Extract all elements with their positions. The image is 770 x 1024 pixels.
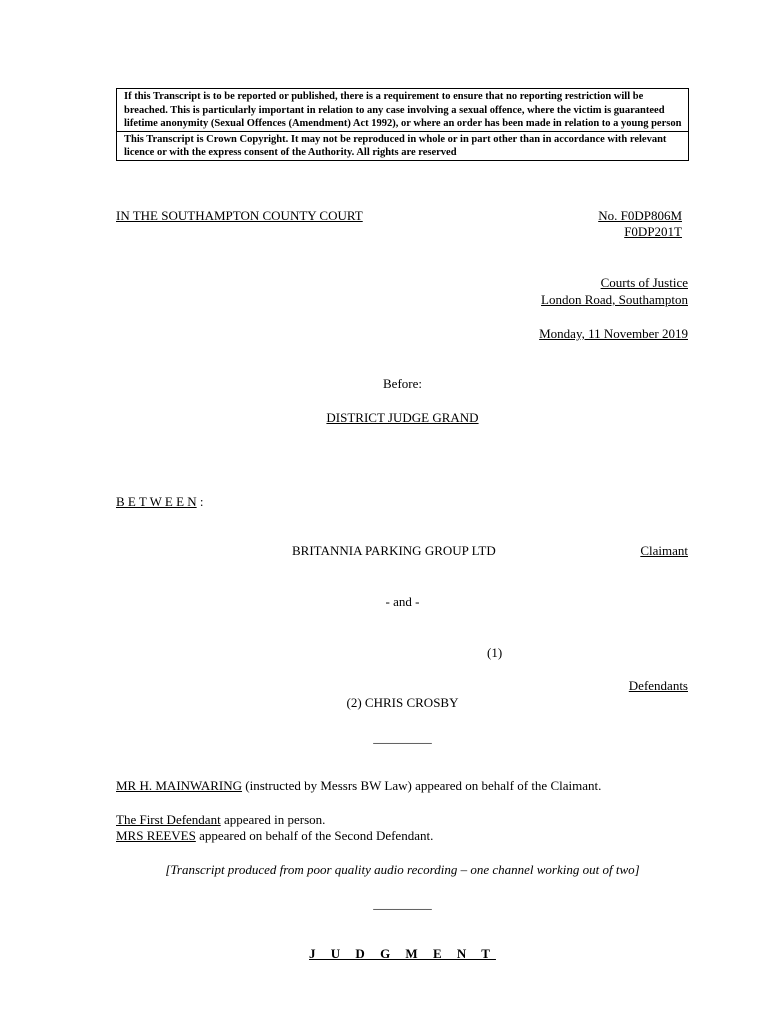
court-name: IN THE SOUTHAMPTON COUNTY COURT	[116, 208, 363, 223]
reporting-restriction-notice: If this Transcript is to be reported or published, there is a requirement to ensure that no reporting restriction will be breached. This is particularly important in relation to any case involving a sexual offence, where the victim is guaranteed lifetime anonymity (Sexual Offences (Amendment) Act 1992), or where an order has been made in relation to a young person	[124, 91, 682, 129]
case-number-1: No. F0DP806M	[598, 208, 682, 223]
second-defendant-rep-name: MRS REEVES	[116, 828, 196, 843]
case-number-2: F0DP201T	[624, 224, 682, 239]
divider-line-1: _________	[373, 730, 432, 745]
first-defendant-label: The First Defendant	[116, 812, 221, 827]
and-separator: - and -	[385, 594, 420, 609]
reporting-notice-box	[116, 88, 689, 161]
first-defendant-number: (1)	[487, 645, 503, 660]
before-label: Before:	[383, 376, 422, 391]
between-colon: :	[196, 494, 204, 509]
claimant-counsel-name: MR H. MAINWARING	[116, 778, 243, 793]
claimant-role: Claimant	[640, 543, 688, 558]
second-defendant-rep-detail: appeared on behalf of the Second Defendant.	[195, 828, 434, 843]
claimant-counsel-appearance	[116, 778, 601, 794]
transcript-note: [Transcript produced from poor quality audio recording – one channel working out of two]	[165, 862, 640, 877]
second-defendant-appearance	[116, 828, 433, 844]
judge-name: DISTRICT JUDGE GRAND	[326, 410, 479, 425]
crown-copyright-notice: This Transcript is Crown Copyright. It may not be reproduced in whole or in part other than in accordance with relevant licence or with the express consent of the Authority. All rights are reserved	[117, 131, 688, 160]
claimant-name: BRITANNIA PARKING GROUP LTD	[292, 543, 496, 558]
defendants-role: Defendants	[628, 678, 688, 693]
case-numbers	[598, 208, 682, 240]
divider-line-2: _________	[373, 896, 432, 911]
between-label: B E T W E E N	[116, 494, 197, 509]
first-defendant-appearance	[116, 812, 325, 828]
second-defendant-name: (2) CHRIS CROSBY	[346, 695, 459, 710]
location-line-1: Courts of Justice	[600, 275, 688, 290]
judgment-title: J U D G M E N T	[309, 946, 496, 961]
hearing-date: Monday, 11 November 2019	[539, 326, 688, 341]
first-defendant-detail: appeared in person.	[220, 812, 326, 827]
claimant-counsel-detail: (instructed by Messrs BW Law) appeared on behalf of the Claimant.	[242, 778, 602, 793]
between-heading	[116, 494, 204, 510]
court-location	[541, 275, 688, 308]
location-line-2: London Road, Southampton	[541, 292, 688, 307]
